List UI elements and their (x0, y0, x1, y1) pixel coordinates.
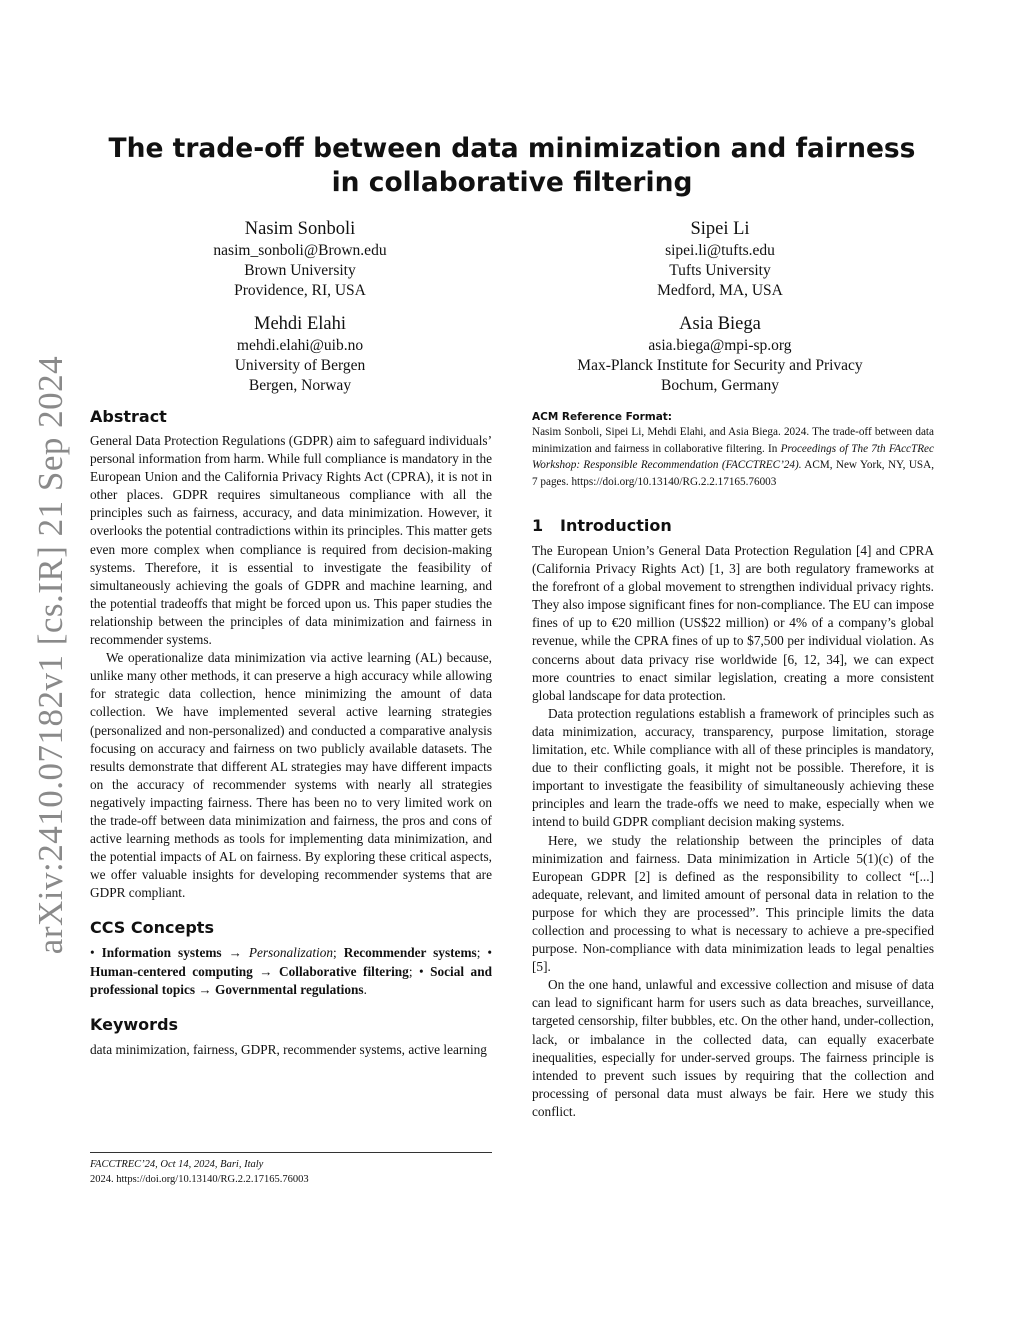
author-name: Mehdi Elahi (254, 314, 346, 334)
author-email: mehdi.elahi@uib.no (236, 337, 364, 354)
ccs-item: • Human-centered computing → Collaborative filtering; (90, 945, 493, 979)
author-email: asia.biega@mpi-sp.org (648, 337, 792, 354)
author-affiliation: Brown University (244, 262, 356, 279)
author-location: Medford, MA, USA (657, 282, 783, 299)
keywords-heading: Keywords (90, 1014, 179, 1034)
intro-paragraph: Here, we study the relationship between the principles of data minimization and fairness. Data minimization in Article 5(1)(c) of the European GDPR [2] is defined as the responsibility to collect “[...] adequate, relevant, and limited amount of personal data in relation to the purpose for which they are processed”. This principle limits the data collection and processing to what is necessary to achieve a pre-specified purpose. Non-compliance with data minimization leads to legal penalties [5]. (532, 832, 934, 975)
author-affiliation: University of Bergen (234, 357, 366, 374)
left-column (90, 407, 492, 1059)
abstract-paragraph: General Data Protection Regulations (GDPR) aim to safeguard individuals’ personal information from harm. While full compliance is mandatory in the European Union and the California Privacy Rights Act (CPRA), it is not in other places. GDPR requires simultaneous compliance with all the principles such as fairness, accuracy, and data minimization. However, it overlooks the potential contradictions within its principles. This matter gets even more complex when compliance is required from decision-making systems. Therefore, it is essential to investigate the feasibility of simultaneously achieving the goals of GDPR and machine learning, and the potential tradeoffs that might be forced upon us. This paper studies the relationship between the principles of data minimization and fairness in recommender systems. (90, 433, 492, 648)
arxiv-side-stamp (26, 355, 76, 955)
author-block-4 (540, 312, 900, 396)
section-number: 1 (532, 516, 544, 535)
author-name: Sipei Li (690, 219, 750, 239)
arxiv-stamp-text: arXiv:2410.07182v1 [cs.IR] 21 Sep 2024 (31, 355, 70, 955)
intro-paragraph: On the one hand, unlawful and excessive collection and misuse of data can lead to significant harm for users such as data breaches, surveillance, targeted censorship, filter bubbles, etc. On the other hand, under-collection, lack, or imbalance in the collected data, can equally exacerbate inequalities, especially for under-served groups. The fairness principle is intended to prevent such issues by requiring that the collection and processing of personal data must always be fair. Here we study this conflict. (532, 977, 934, 1119)
footer-doi: 2024. https://doi.org/10.13140/RG.2.2.17165.76003 (90, 1174, 309, 1185)
author-affiliation: Max-Planck Institute for Security and Privacy (577, 357, 863, 374)
section-title: Introduction (560, 516, 672, 535)
abstract-heading: Abstract (90, 407, 167, 426)
introduction-heading (532, 516, 934, 536)
intro-paragraph: The European Union’s General Data Protection Regulation [4] and CPRA (California Privacy Rights Act) [1, 3] are both regulatory frameworks at the forefront of a global movement to strengthen individual privacy rights. They also impose significant fines for non-compliance. The EU can impose fines of up to €20 million (US$22 million) or 4% of a company’s global revenue, while the CPRA fines of up to $7,500 per individual violation. As concerns about data privacy rise worldwide [6, 12, 34], we can expect more countries to enact similar legislation, creating a more consistent global landscape for data protection. (532, 543, 934, 703)
abstract-paragraph: We operationalize data minimization via active learning (AL) because, unlike many other methods, it can preserve a high accuracy while allowing for strategic data collection, hence minimizing the amount of data collection. We have implemented several active learning strategies (personalized and non-personalized) and conducted a comparative analysis focusing on accuracy and fairness on two publicly available datasets. The results demonstrate that different AL strategies may have different impacts on the accuracy of recommender systems with nearly all strategies negatively impacting fairness. There has been no to very limited work on the trade-off between data minimization and fairness, the pros and cons of active learning methods as tools for implementing data minimization, and the potential impacts of AL on fairness. By exploring these critical aspects, we offer valuable insights for developing recommender systems that are GDPR compliant. (90, 650, 492, 901)
intro-paragraph: Data protection regulations establish a framework of principles such as data minimization, accuracy, transparency, purpose limitation, storage limitation, etc. While compliance with all of these principles is mandatory, due to their conflicting goals, it might not be possible. Therefore, it is important to investigate the feasibility of simultaneously achieving these principles and learn the trade-offs we need to make, especially when we intend to build GDPR compliant decision making systems. (532, 705, 934, 830)
ccs-item: Recommender systems; (343, 945, 488, 961)
author-location: Bochum, Germany (661, 377, 779, 394)
keywords-text: data minimization, fairness, GDPR, recommender systems, active learning (90, 1041, 487, 1057)
ccs-item: • Information systems → Personalization; (90, 945, 337, 961)
author-block-1 (180, 217, 420, 301)
author-block-2 (580, 217, 860, 301)
ccs-concepts (90, 944, 492, 998)
acm-reference-text: Nasim Sonboli, Sipei Li, Mehdi Elahi, and Asia Biega. 2024. The trade-off between data minimization and fairness in collaborative filtering. In Proceedings of The 7th FAccTRec Workshop: Responsible Recommendation (FACCTREC’24). ACM, New York, NY, USA, 7 pages. https://doi.org/10.13140/RG.2.2.17165.76003 (532, 426, 934, 488)
paper-title: The trade-off between data minimization and fairness in collaborative filtering (108, 133, 916, 198)
author-name: Nasim Sonboli (244, 219, 356, 239)
author-location: Providence, RI, USA (234, 282, 366, 299)
author-affiliation: Tufts University (669, 262, 771, 279)
author-name: Asia Biega (679, 314, 761, 334)
right-column (532, 410, 934, 1121)
author-email: nasim_sonboli@Brown.edu (213, 242, 387, 259)
author-location: Bergen, Norway (248, 377, 352, 394)
footer-venue: FACCTREC’24, Oct 14, 2024, Bari, Italy (90, 1159, 264, 1170)
footer-divider (90, 1152, 492, 1153)
author-block-3 (180, 312, 420, 396)
ccs-item: • Social and professional topics → Governmental regulations. (90, 963, 492, 997)
ccs-heading: CCS Concepts (90, 918, 214, 938)
footer (90, 1157, 492, 1187)
acm-reference-heading: ACM Reference Format: (532, 411, 672, 423)
author-email: sipei.li@tufts.edu (665, 242, 775, 259)
